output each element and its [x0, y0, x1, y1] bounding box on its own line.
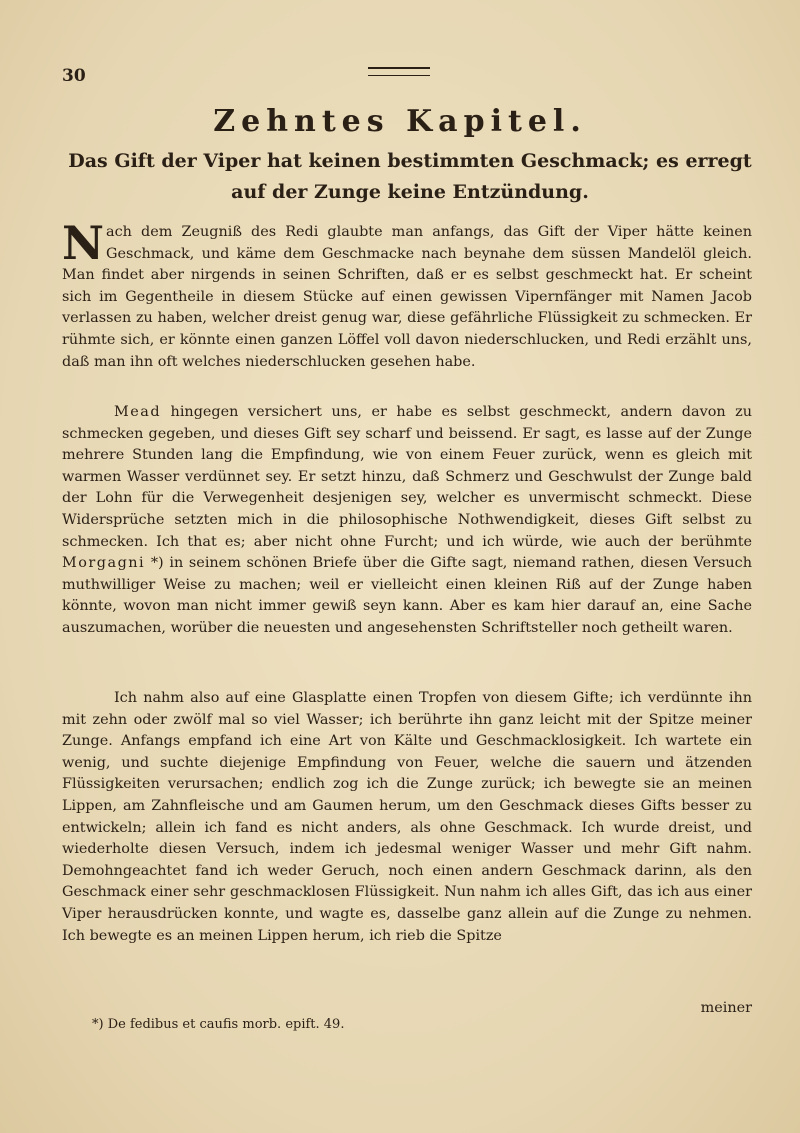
paragraph-1: [62, 216, 752, 373]
drop-cap: N: [62, 216, 105, 270]
paragraph-1-text: ach dem Zeugniß des Redi glaubte man anfangs, das Gift der Viper hätte keinen Geschmack, und käme dem Geschmacke nach beynahe dem süssen Mandelöl gleich. Man findet aber nirgends in seinen Schriften, daß er es selbst geschmeckt hat. Er scheint sich im Gegentheile in diesem Stücke auf einen gewissen Vipernfänger mit Namen Jacob verlassen zu haben, welcher dreist genug war, diese gefährliche Flüssigkeit zu schmecken. Er rühmte sich, er könnte einen ganzen Löffel voll davon niederschlucken, und Redi erzählt uns, daß man ihn oft welches niederschlucken gesehen habe.: [62, 224, 752, 370]
paragraph-2: [62, 402, 752, 640]
catchword: meiner: [700, 1000, 752, 1016]
chapter-subtitle: Das Gift der Viper hat keinen bestimmten Geschmack; es erregt auf der Zunge keine Entzündung.: [68, 150, 752, 203]
paragraph-2-text-a: hingegen versichert uns, er habe es selbst geschmeckt, andern davon zu schmecken gegeben, und dieses Gift sey scharf und beissend. Er sagt, es lasse auf der Zunge mehrere Stunden lang die Empfindung, wie von einem Feuer zurück, wenn es gleich mit warmen Wasser verdünnet sey. Er setzt hinzu, daß Schmerz und Geschwulst der Zunge bald der Lohn für die Verwegenheit desjenigen sey, welcher es unvermischt schmeckt. Diese Widersprüche setzten mich in die philosophische Nothwendigkeit, dieses Gift selbst zu schmecken. Ich that es; aber nicht ohne Furcht; und ich würde, wie auch der berühmte: [62, 404, 752, 550]
footnote: *) De fedibus et caufis morb. epift. 49.: [92, 1017, 345, 1032]
header-rule: [368, 67, 430, 76]
paragraph-2-text-b: *) in seinem schönen Briefe über die Gifte sagt, niemand rathen, diesen Versuch muthwilliger Weise zu machen; weil er vielleicht einen kleinen Riß auf der Zunge haben könnte, wovon man nicht immer gewiß seyn kann. Aber es kam hier darauf an, eine Sache auszumachen, worüber die neuesten und angesehensten Schriftsteller noch getheilt waren.: [62, 555, 752, 636]
author-name-morgagni: Morgagni: [62, 555, 146, 572]
page-number: 30: [62, 66, 86, 86]
author-name-mead: Mead: [114, 404, 162, 420]
paragraph-3: Ich nahm also auf eine Glasplatte einen Tropfen von diesem Gifte; ich verdünnte ihn mit zehn oder zwölf mal so viel Wasser; ich berührte ihn ganz leicht mit der Spitze meiner Zunge. Anfangs empfand ich eine Art von Kälte und Geschmacklosigkeit. Ich wartete ein wenig, und suchte diejenige Empfindung von Feuer, welche die sauern und ätzenden Flüssigkeiten verursachen; endlich zog ich die Zunge zurück; ich bewegte sie an meinen Lippen, am Zahnfleische und am Gaumen herum, um den Geschmack dieses Gifts besser zu entwickeln; allein ich fand es nicht anders, als ohne Geschmack. Ich wurde dreist, und wiederholte diesen Versuch, indem ich jedesmal weniger Wasser und mehr Gift nahm. Demohngeachtet fand ich weder Geruch, noch einen andern Geschmack darinn, als den Geschmack einer sehr geschmacklosen Flüssigkeit. Nun nahm ich alles Gift, das ich aus einer Viper herausdrücken konnte, und wagte es, dasselbe ganz allein auf die Zunge zu nehmen. Ich bewegte es an meinen Lippen herum, ich rieb die Spitze: [62, 690, 752, 944]
chapter-heading: Zehntes Kapitel.: [213, 104, 587, 139]
